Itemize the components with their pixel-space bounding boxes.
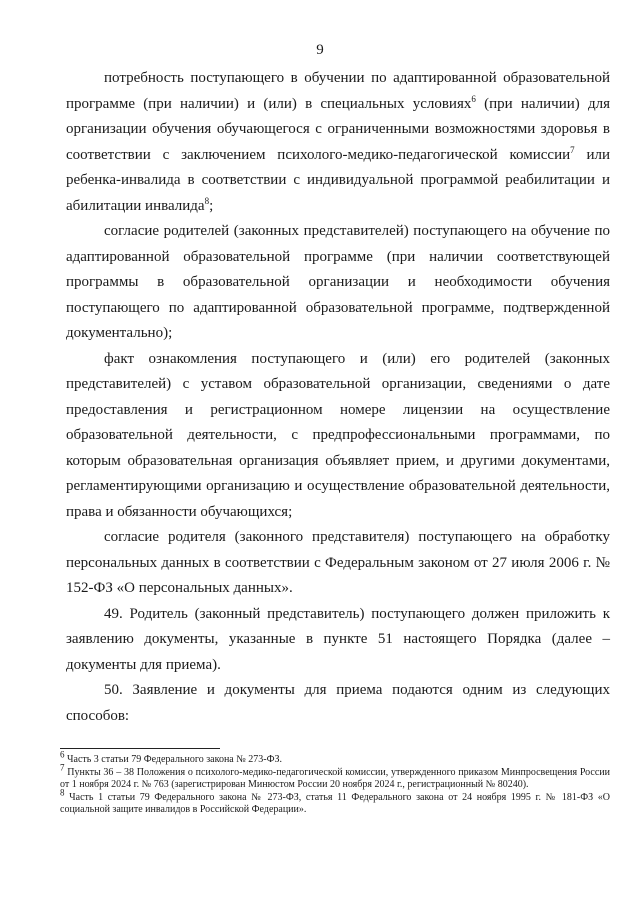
paragraph-special-conditions: потребность поступающего в обучении по адаптированной образовательной программе (при наличии) и (или) в специальных условиях$^6$ (при наличии) для организации обучения обучающегося с ограниченными возможностями здоровья в соответствии с заключением психолого-медико-педагогической комиссии$^7$ или ребенка-инвалида в соответствии с индивидуальной программой реабилитации и абилитации инвалида$^8$; [66,70,610,214]
paragraph-item-49: 49. Родитель (законный представитель) поступающего должен приложить к заявлению документы, указанные в пункте 51 настоящего Порядка (далее – документы для приема). [66,605,610,673]
footnote-ref-8[interactable]: 8 [204,195,210,206]
footnote-ref-6[interactable]: 6 [471,93,476,104]
footnote-6: $^6$ Часть 3 статьи 79 Федерального закона № 273-ФЗ. [60,749,283,765]
paragraph-personal-data-consent: согласие родителя (законного представителя) поступающего на обработку персональных данных в соответствии с Федеральным законом от 27 июля 2006 г. № 152-ФЗ «О персональных данных». [66,529,610,596]
paragraph-acquaintance-fact: факт ознакомления поступающего и (или) его родителей (законных представителей) с уставом образовательной организации, сведениями о дате предоставления и регистрационном номере лицензии на осуществление образовательной деятельности, с предпрофессиональными программами, по которым образовательная организация объявляет прием, и другими документами, регламентирующими организацию и осуществление образовательной деятельности, права и обязанности обучающихся; [66,350,610,520]
footnote-separator [60,748,220,749]
page-number: 9 [316,42,324,58]
footnote-8: $^8$ Часть 1 статьи 79 Федерального закона № 273-ФЗ, статья 11 Федерального закона от 24 ноября 1995 г. № 181-ФЗ «О социальной защите инвалидов в Российской Федерации». [60,787,610,815]
footnote-7: $^7$ Пункты 36 – 38 Положения о психолого-медико-педагогической комиссии, утвержденного приказом Минпросвещения России от 1 ноября 2024 г. № 763 (зарегистрирован Минюстом России 20 ноября 2024 г., регистрационный № 80240). [60,762,610,790]
footnote-ref-7[interactable]: 7 [570,144,575,155]
paragraph-item-50: 50. Заявление и документы для приема подаются одним из следующих способов: [66,682,610,724]
paragraph-parental-consent-adapted: согласие родителей (законных представителей) поступающего на обучение по адаптированной образовательной программе (при наличии соответствующей программы в образовательной организации и необходимости обучения поступающего по адаптированной образовательной программе, подтвержденной документально); [66,223,610,341]
footnotes [60,749,610,817]
document-body [66,66,610,729]
